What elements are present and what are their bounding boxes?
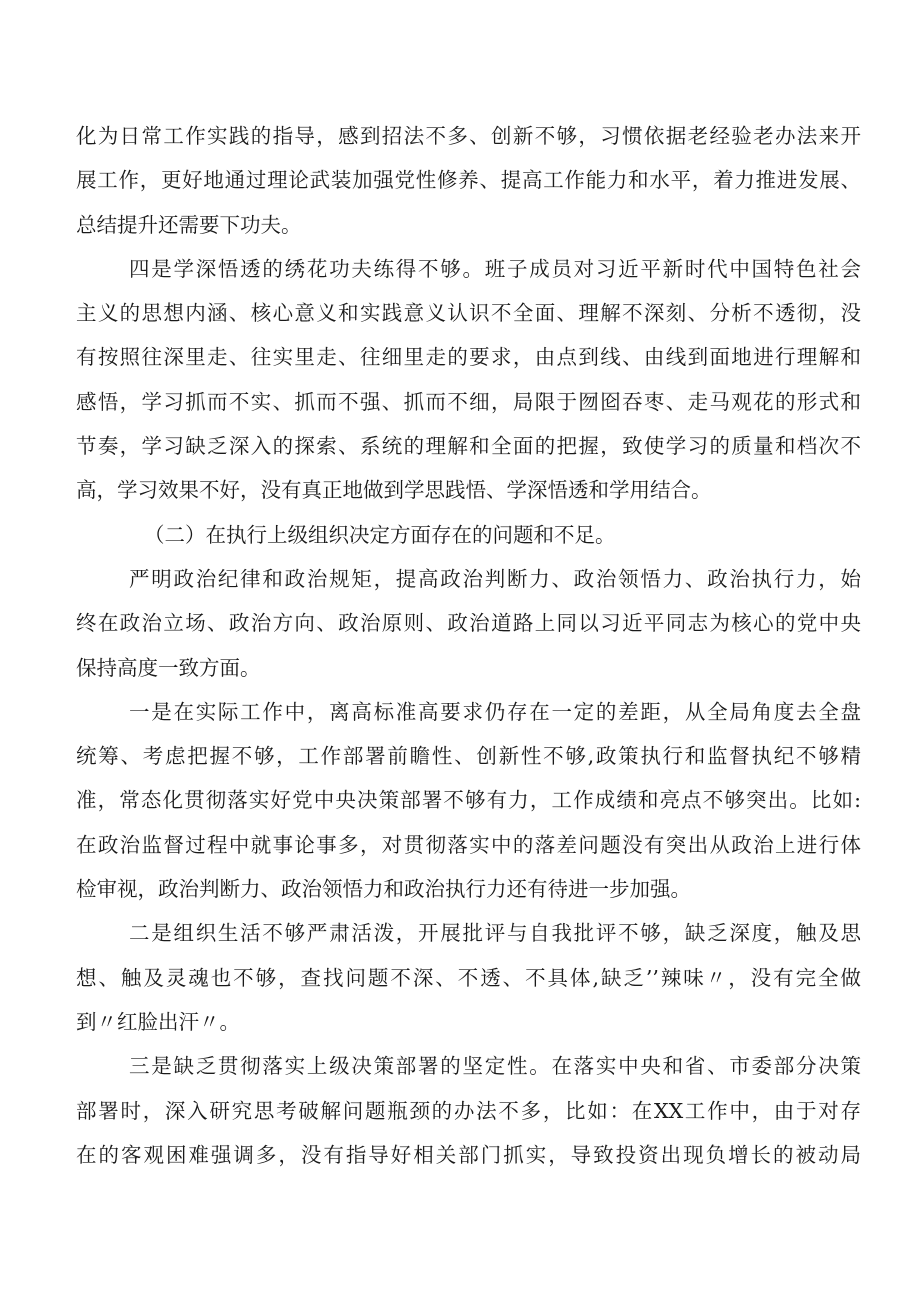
text-line: 想、触及灵魂也不够，查找问题不深、不透、不具体,缺乏’’辣味〃，没有完全做 xyxy=(76,965,861,990)
text-line: 总结提升还需要下功夫。 xyxy=(76,212,302,237)
paragraph-2 xyxy=(76,247,861,513)
text-line: 严明政治纪律和政治规矩，提高政治判断力、政治领悟力、政治执行力，始 xyxy=(129,566,861,591)
text-line: 展工作，更好地通过理论武装加强党性修养、提高工作能力和水平，着力推进发展、 xyxy=(76,168,861,193)
text-line: 主义的思想内涵、核心意义和实践意义认识不全面、理解不深刻、分析不透彻，没 xyxy=(76,301,861,326)
text-line: 部署时，深入研究思考破解问题瓶颈的办法不多，比如：在XX工作中，由于对存 xyxy=(76,1098,861,1123)
text-line: 四是学深悟透的绣花功夫练得不够。班子成员对习近平新时代中国特色社会 xyxy=(129,256,861,281)
paragraph-4 xyxy=(76,690,861,911)
paragraph-3 xyxy=(76,557,861,690)
document-body xyxy=(76,114,861,1177)
text-line: 化为日常工作实践的指导，感到招法不多、创新不够，习惯依据老经验老办法来开 xyxy=(76,124,861,148)
text-line: 节奏，学习缺乏深入的探索、系统的理解和全面的把握，致使学习的质量和档次不 xyxy=(76,434,861,459)
text-line: 一是在实际工作中，离高标准高要求仍存在一定的差距，从全局角度去全盘 xyxy=(129,699,861,724)
text-line: 感悟，学习抓而不实、抓而不强、抓而不细，局限于囫囵吞枣、走马观花的形式和 xyxy=(76,389,861,414)
text-line: 二是组织生活不够严肃活泼，开展批评与自我批评不够，缺乏深度，触及思 xyxy=(129,921,861,946)
text-line: 检审视，政治判断力、政治领悟力和政治执行力还有待进一步加强。 xyxy=(76,877,691,902)
paragraph-6 xyxy=(76,1044,861,1177)
text-line: 终在政治立场、政治方向、政治原则、政治道路上同以习近平同志为核心的党中央 xyxy=(76,611,861,636)
text-line: 三是缺乏贯彻落实上级决策部署的坚定性。在落实中央和省、市委部分决策 xyxy=(129,1054,861,1079)
text-line: 保持高度一致方面。 xyxy=(76,655,261,680)
text-line: 到〃红脸出汗〃。 xyxy=(76,1009,240,1034)
text-line: 统筹、考虑把握不够，工作部署前瞻性、创新性不够,政策执行和监督执纪不够精 xyxy=(76,744,861,769)
paragraph-5 xyxy=(76,911,861,1044)
section-heading xyxy=(76,513,861,557)
heading-text: （二）在执行上级组织决定方面存在的问题和不足。 xyxy=(144,522,616,547)
paragraph-1 xyxy=(76,114,861,247)
text-line: 高，学习效果不好，没有真正地做到学思践悟、学深悟透和学用结合。 xyxy=(76,478,712,503)
text-line: 在政治监督过程中就事论事多，对贯彻落实中的落差问题没有突出从政治上进行体 xyxy=(76,832,861,857)
text-line: 有按照往深里走、往实里走、往细里走的要求，由点到线、由线到面地进行理解和 xyxy=(76,345,861,370)
text-line: 准，常态化贯彻落实好党中央决策部署不够有力，工作成绩和亮点不够突出。比如: xyxy=(76,788,861,813)
text-line: 在的客观困难强调多，没有指导好相关部门抓实，导致投资出现负增长的被动局 xyxy=(76,1142,861,1167)
